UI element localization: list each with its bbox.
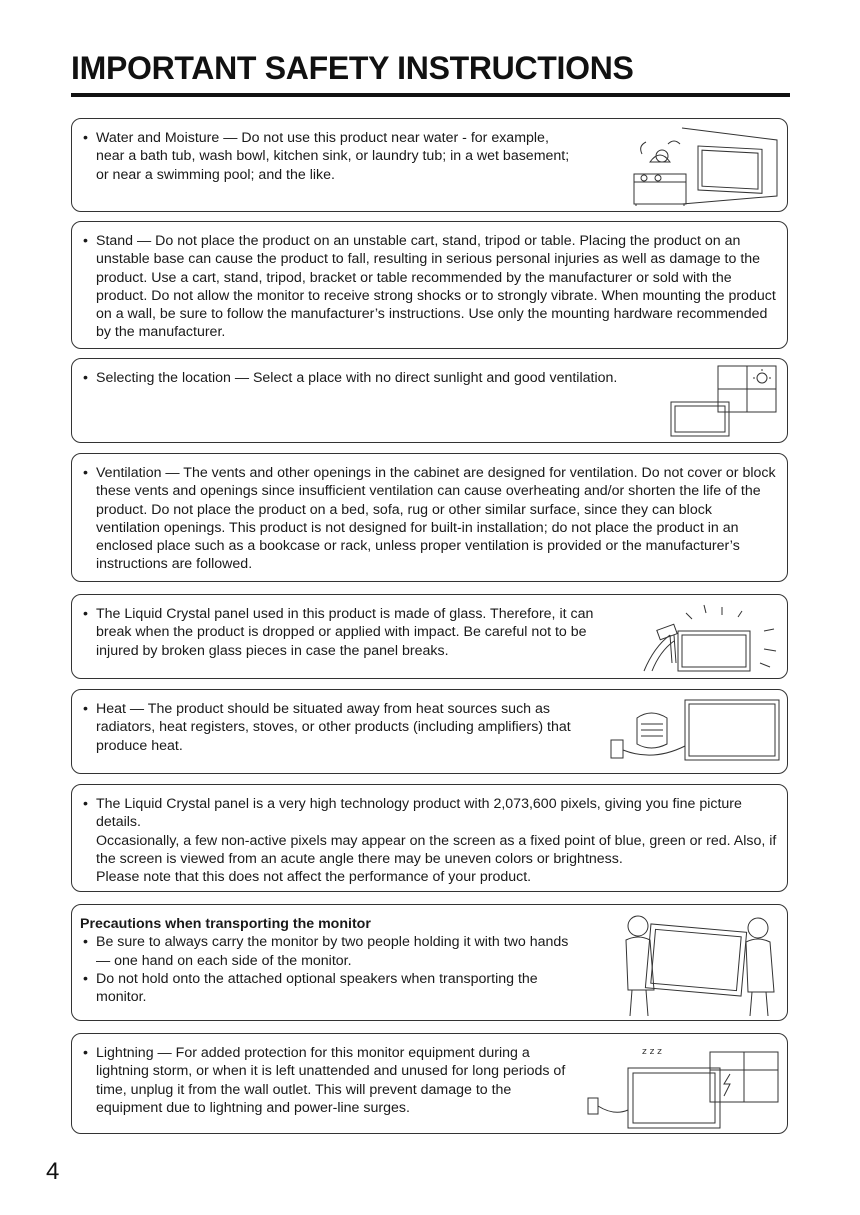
glass-panel-box bbox=[71, 594, 788, 679]
location-box bbox=[71, 358, 788, 443]
transport-box bbox=[71, 904, 788, 1021]
storm-unplugged-illustration bbox=[582, 1040, 782, 1130]
water-moisture-box bbox=[71, 118, 788, 212]
page-number: 4 bbox=[46, 1158, 60, 1185]
window-sun-illustration bbox=[668, 364, 780, 438]
transport-title: Precautions when transporting the monitor bbox=[80, 916, 371, 932]
sleep-z-text: z z z bbox=[642, 1047, 662, 1057]
stand-item: • Stand — Do not place the product on an unstable cart, stand, tripod or table. Placing the product on an unstable base can cause the product to fall, resulting in serious personal injuries as well as damage to the product. Use a cart, stand, tripod, bracket or table recommended by the manufacturer or sold with the product. Do not allow the monitor to receive strong shocks or to strongly vibrate. When mounting the product on a wall, be sure to follow the manufacturer’s instructions. Use only the mounting hardware recommended by the manufacturer. bbox=[80, 232, 778, 342]
heat-box bbox=[71, 689, 788, 774]
water-moisture-item: • Water and Moisture — Do not use this product near water - for example, near a bath tub, wash bowl, kitchen sink, or laundry tub; in a wet basement; or near a swimming pool; and the like. bbox=[80, 129, 580, 184]
ventilation-box bbox=[71, 453, 788, 582]
two-people-carrying-illustration bbox=[612, 910, 782, 1018]
page-title: IMPORTANT SAFETY INSTRUCTIONS bbox=[71, 50, 634, 86]
lightning-box bbox=[71, 1033, 788, 1134]
transport-item-2: • Do not hold onto the attached optional speakers when transporting the monitor. bbox=[80, 970, 570, 1007]
pixels-note-2: Please note that this does not affect the performance of your product. bbox=[96, 869, 532, 886]
heater-illustration bbox=[607, 696, 783, 768]
glass-panel-item: • The Liquid Crystal panel used in this product is made of glass. Therefore, it can break when the product is dropped or applied with impact. Be careful not to be injured by broken glass pieces in case the panel breaks. bbox=[80, 605, 625, 660]
location-item: • Selecting the location — Select a place with no direct sunlight and good ventilation. bbox=[80, 369, 660, 387]
stand-box bbox=[71, 221, 788, 349]
heat-item: • Heat — The product should be situated away from heat sources such as radiators, heat registers, stoves, or other products (including amplifiers) that produce heat. bbox=[80, 700, 580, 755]
pixels-item: • The Liquid Crystal panel is a very high technology product with 2,073,600 pixels, giving you fine picture details. bbox=[80, 795, 780, 832]
title-rule bbox=[71, 93, 790, 97]
ventilation-item: • Ventilation — The vents and other openings in the cabinet are designed for ventilation. Do not cover or block these vents and openings since insufficient ventilation can cause overheating and/or shorten the life of the product. Do not place the product on a bed, sofa, rug or other similar surface, since they can block ventilation openings. This product is not designed for built-in installation; do not place the product in an enclosed place such as a bookcase or rack, unless proper ventilation is provided or the manufacturer’s instructions are followed. bbox=[80, 464, 778, 574]
transport-item-1: • Be sure to always carry the monitor by two people holding it with two hands — one hand on each side of the monitor. bbox=[80, 933, 570, 970]
pixels-box bbox=[71, 784, 788, 892]
kitchen-sink-illustration bbox=[622, 124, 782, 206]
pixels-note-1: Occasionally, a few non-active pixels may appear on the screen as a fixed point of blue, green or red. Also, if the screen is viewed from an acute angle there may be uneven colors or brightness. bbox=[96, 832, 777, 867]
hammer-impact-illustration bbox=[624, 601, 784, 673]
lightning-item: • Lightning — For added protection for this monitor equipment during a lightning storm, or when it is left unattended and unused for long periods of time, unplug it from the wall outlet. This will prevent damage to the equipment due to lightning and power-line surges. bbox=[80, 1044, 580, 1117]
